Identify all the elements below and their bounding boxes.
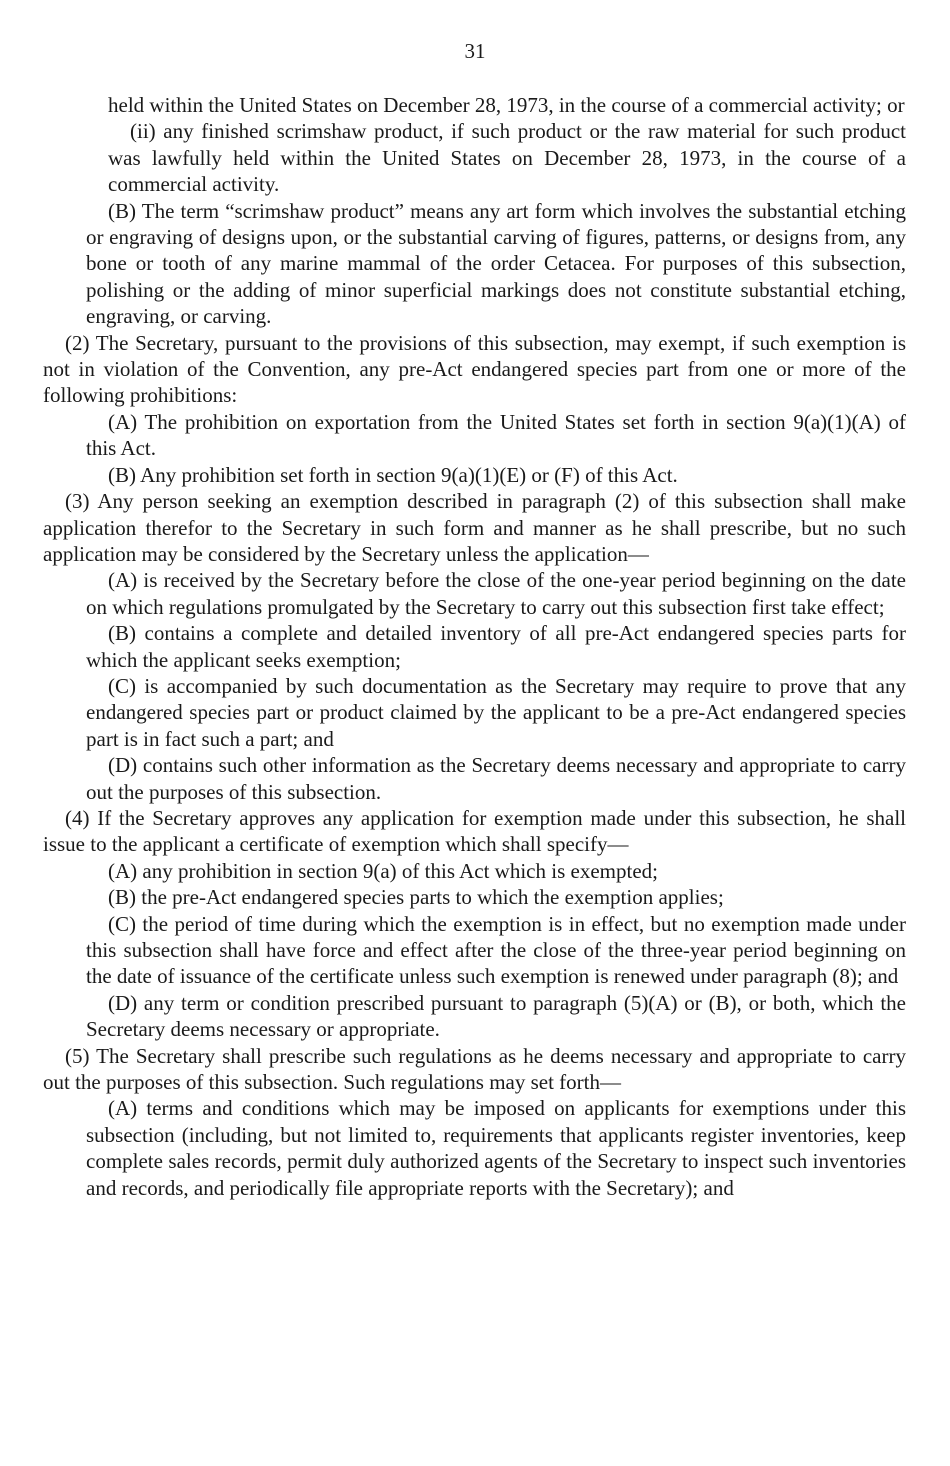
statute-text [43,92,906,1201]
text-paragraph: (ii) any finished scrimshaw product, if such product or the raw material for such product was lawfully held within the United States on December 28, 1973, in the course of a commercial activity. [108,119,906,197]
text-paragraph: (5) The Secretary shall prescribe such regulations as he deems necessary and appropriate to carry out the purposes of this subsection. Such regulations may set forth— [43,1043,906,1095]
text-paragraph: (2) The Secretary, pursuant to the provisions of this subsection, may exempt, if such exemption is not in violation of the Convention, any pre-Act endangered species part from one or more of the following prohibitions: [43,330,906,408]
text-paragraph: (A) terms and conditions which may be imposed on applicants for exemptions under this subsection (including, but not limited to, requirements that applicants register inventories, keep complete sales records, permit duly authorized agents of the Secretary to inspect such inventories and records, and periodically file appropriate reports with the Secretary); and [86,1096,906,1200]
text-paragraph: (D) contains such other information as the Secretary deems necessary and appropriate to carry out the purposes of this subsection. [86,753,906,804]
text-paragraph: held within the United States on December 28, 1973, in the course of a commercial activity; or [108,93,905,117]
text-paragraph: (D) any term or condition prescribed pursuant to paragraph (5)(A) or (B), or both, which the Secretary deems necessary or appropriate. [86,990,906,1042]
text-paragraph: (B) the pre-Act endangered species parts to which the exemption applies; [108,885,724,910]
text-paragraph: (B) The term “scrimshaw product” means any art form which involves the substantial etching or engraving of designs upon, or the substantial carving of figures, patterns, or designs from, any bone or tooth of any marine mammal of the order Cetacea. For purposes of this subsection, polishing or the adding of minor superficial markings does not constitute substantial etching, engraving, or carving. [86,198,906,329]
text-paragraph: (C) is accompanied by such documentation as the Secretary may require to prove that any endangered species part or product claimed by the applicant to be a pre-Act endangered species part is in fact such a part; and [86,673,906,751]
text-paragraph: (A) The prohibition on exportation from the United States set forth in section 9(a)(1)(A) of this Act. [86,409,906,461]
text-paragraph: (C) the period of time during which the exemption is in effect, but no exemption made under this subsection shall have force and effect after the close of the three-year period beginning on the date of issuance of the certificate unless such exemption is renewed under paragraph (8); and [86,911,906,989]
text-paragraph: (B) Any prohibition set forth in section 9(a)(1)(E) or (F) of this Act. [108,462,678,487]
text-paragraph: (B) contains a complete and detailed inventory of all pre-Act endangered species parts for which the applicant seeks exemption; [86,621,906,672]
page-number: 31 [464,39,486,63]
text-paragraph: (4) If the Secretary approves any application for exemption made under this subsection, he shall issue to the applicant a certificate of exemption which shall specify— [43,805,906,857]
text-paragraph: (A) any prohibition in section 9(a) of this Act which is exempted; [108,858,658,883]
text-paragraph: (3) Any person seeking an exemption described in paragraph (2) of this subsection shall make application therefor to the Secretary in such form and manner as he shall prescribe, but no such application may be considered by the Secretary unless the application— [43,489,906,566]
text-paragraph: (A) is received by the Secretary before the close of the one-year period beginning on the date on which regulations promulgated by the Secretary to carry out this subsection first take effect; [86,568,906,619]
